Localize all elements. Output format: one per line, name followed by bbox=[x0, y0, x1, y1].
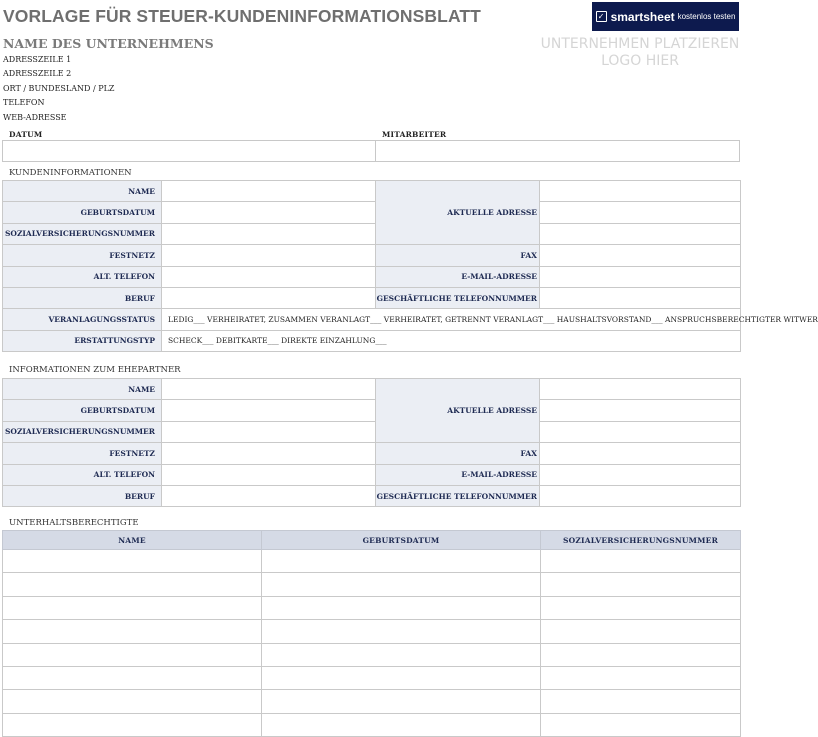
filing-status-label: VERANLAGUNGSSTATUS bbox=[3, 309, 162, 330]
table-row bbox=[3, 643, 741, 666]
address-line-2: ADRESSZEILE 2 bbox=[3, 69, 72, 78]
logo-placeholder-line-2: LOGO HIER bbox=[601, 53, 679, 69]
dependent-dob-cell[interactable] bbox=[262, 550, 541, 573]
spouse-ssn-input[interactable] bbox=[162, 421, 376, 442]
smartsheet-trial-button[interactable] bbox=[592, 2, 739, 31]
client-address-label: AKTUELLE ADRESSE bbox=[376, 181, 540, 245]
spouse-email-input[interactable] bbox=[540, 464, 741, 485]
dependent-dob-cell[interactable] bbox=[262, 666, 541, 689]
date-label: DATUM bbox=[9, 130, 43, 139]
dependent-name-cell[interactable] bbox=[3, 596, 262, 619]
client-landline-input[interactable] bbox=[162, 245, 376, 266]
table-row bbox=[3, 596, 741, 619]
table-row bbox=[3, 690, 741, 713]
spouse-dob-input[interactable] bbox=[162, 400, 376, 421]
dependent-name-cell[interactable] bbox=[3, 550, 262, 573]
client-address-input-3[interactable] bbox=[540, 223, 741, 244]
client-name-input[interactable] bbox=[162, 181, 376, 202]
logo-placeholder-line-1: UNTERNEHMEN PLATZIEREN bbox=[540, 36, 740, 52]
dependent-dob-cell[interactable] bbox=[262, 690, 541, 713]
dependent-ssn-cell[interactable] bbox=[541, 620, 741, 643]
company-name: NAME DES UNTERNEHMENS bbox=[3, 36, 214, 51]
client-alt-phone-label: ALT. TELEFON bbox=[3, 266, 162, 287]
client-section-title: KUNDENINFORMATIONEN bbox=[9, 168, 132, 178]
client-info-table bbox=[2, 180, 818, 352]
dependent-name-cell[interactable] bbox=[3, 690, 262, 713]
table-row bbox=[3, 713, 741, 736]
dependents-section-title: UNTERHALTSBERECHTIGTE bbox=[9, 518, 139, 528]
client-occupation-input[interactable] bbox=[162, 287, 376, 308]
dependent-ssn-cell[interactable] bbox=[541, 596, 741, 619]
dependent-dob-cell[interactable] bbox=[262, 713, 541, 736]
spouse-address-input-1[interactable] bbox=[540, 379, 741, 400]
client-business-phone-label: GESCHÄFTLICHE TELEFONNUMMER bbox=[376, 287, 540, 308]
client-name-label: NAME bbox=[3, 181, 162, 202]
phone-line: TELEFON bbox=[3, 98, 45, 107]
city-state-zip: ORT / BUNDESLAND / PLZ bbox=[3, 84, 115, 93]
client-landline-label: FESTNETZ bbox=[3, 245, 162, 266]
spouse-section-title: INFORMATIONEN ZUM EHEPARTNER bbox=[9, 365, 181, 375]
refund-type-options[interactable]: SCHECK___ DEBITKARTE___ DIREKTE EINZAHLUNG___ bbox=[162, 330, 741, 351]
spouse-alt-phone-label: ALT. TELEFON bbox=[3, 464, 162, 485]
trial-cta-label: kostenlos testen bbox=[677, 12, 736, 21]
employee-label: MITARBEITER bbox=[382, 130, 447, 139]
dependent-ssn-cell[interactable] bbox=[541, 573, 741, 596]
table-row bbox=[3, 550, 741, 573]
client-dob-label: GEBURTSDATUM bbox=[3, 202, 162, 223]
spouse-business-phone-input[interactable] bbox=[540, 485, 741, 506]
dependent-ssn-cell[interactable] bbox=[541, 643, 741, 666]
spouse-occupation-label: BERUF bbox=[3, 485, 162, 506]
dependent-ssn-cell[interactable] bbox=[541, 690, 741, 713]
spouse-occupation-input[interactable] bbox=[162, 485, 376, 506]
web-address-line: WEB-ADRESSE bbox=[3, 113, 67, 122]
spouse-landline-label: FESTNETZ bbox=[3, 443, 162, 464]
spouse-name-input[interactable] bbox=[162, 379, 376, 400]
client-ssn-label: SOZIALVERSICHERUNGSNUMMER bbox=[3, 223, 162, 244]
spouse-info-table bbox=[2, 378, 741, 507]
spouse-business-phone-label: GESCHÄFTLICHE TELEFONNUMMER bbox=[376, 485, 540, 506]
client-business-phone-input[interactable] bbox=[540, 287, 741, 308]
refund-type-label: ERSTATTUNGSTYP bbox=[3, 330, 162, 351]
dependents-col-dob: GEBURTSDATUM bbox=[262, 531, 541, 550]
spouse-alt-phone-input[interactable] bbox=[162, 464, 376, 485]
dependent-name-cell[interactable] bbox=[3, 573, 262, 596]
dependent-ssn-cell[interactable] bbox=[541, 550, 741, 573]
dependent-dob-cell[interactable] bbox=[262, 620, 541, 643]
page-title: VORLAGE FÜR STEUER-KUNDENINFORMATIONSBLATT bbox=[3, 6, 481, 26]
client-ssn-input[interactable] bbox=[162, 223, 376, 244]
dependents-col-name: NAME bbox=[3, 531, 262, 550]
spouse-name-label: NAME bbox=[3, 379, 162, 400]
spouse-address-label: AKTUELLE ADRESSE bbox=[376, 379, 540, 443]
dependent-dob-cell[interactable] bbox=[262, 573, 541, 596]
dependent-name-cell[interactable] bbox=[3, 666, 262, 689]
client-alt-phone-input[interactable] bbox=[162, 266, 376, 287]
spouse-ssn-label: SOZIALVERSICHERUNGSNUMMER bbox=[3, 421, 162, 442]
spouse-address-input-2[interactable] bbox=[540, 400, 741, 421]
spouse-landline-input[interactable] bbox=[162, 443, 376, 464]
dependent-ssn-cell[interactable] bbox=[541, 666, 741, 689]
address-line-1: ADRESSZEILE 1 bbox=[3, 55, 72, 64]
dependent-dob-cell[interactable] bbox=[262, 596, 541, 619]
client-address-input-1[interactable] bbox=[540, 181, 741, 202]
date-input[interactable] bbox=[2, 140, 376, 162]
spouse-address-input-3[interactable] bbox=[540, 421, 741, 442]
dependent-name-cell[interactable] bbox=[3, 643, 262, 666]
logo-placeholder bbox=[538, 36, 742, 70]
client-fax-input[interactable] bbox=[540, 245, 741, 266]
filing-status-options[interactable]: LEDIG___ VERHEIRATET, ZUSAMMEN VERANLAGT___ VERHEIRATET, GETRENNT VERANLAGT___ HAUSHALTSVORSTAND___ ANSPRUCHSBERECHTIGTER WITWER bbox=[162, 309, 741, 330]
table-row bbox=[3, 666, 741, 689]
checkmark-icon: ✓ bbox=[596, 11, 607, 22]
spouse-fax-label: FAX bbox=[376, 443, 540, 464]
spouse-email-label: E-MAIL-ADRESSE bbox=[376, 464, 540, 485]
spouse-dob-label: GEBURTSDATUM bbox=[3, 400, 162, 421]
spouse-fax-input[interactable] bbox=[540, 443, 741, 464]
client-email-input[interactable] bbox=[540, 266, 741, 287]
dependents-table bbox=[2, 530, 741, 737]
dependent-dob-cell[interactable] bbox=[262, 643, 541, 666]
dependents-col-ssn: SOZIALVERSICHERUNGSNUMMER bbox=[541, 531, 741, 550]
table-row bbox=[3, 573, 741, 596]
smartsheet-brand: smartsheet bbox=[610, 9, 675, 24]
dependent-name-cell[interactable] bbox=[3, 620, 262, 643]
client-occupation-label: BERUF bbox=[3, 287, 162, 308]
client-email-label: E-MAIL-ADRESSE bbox=[376, 266, 540, 287]
employee-input[interactable] bbox=[375, 140, 740, 162]
client-dob-input[interactable] bbox=[162, 202, 376, 223]
client-fax-label: FAX bbox=[376, 245, 540, 266]
client-address-input-2[interactable] bbox=[540, 202, 741, 223]
table-row bbox=[3, 620, 741, 643]
dependent-ssn-cell[interactable] bbox=[541, 713, 741, 736]
dependent-name-cell[interactable] bbox=[3, 713, 262, 736]
